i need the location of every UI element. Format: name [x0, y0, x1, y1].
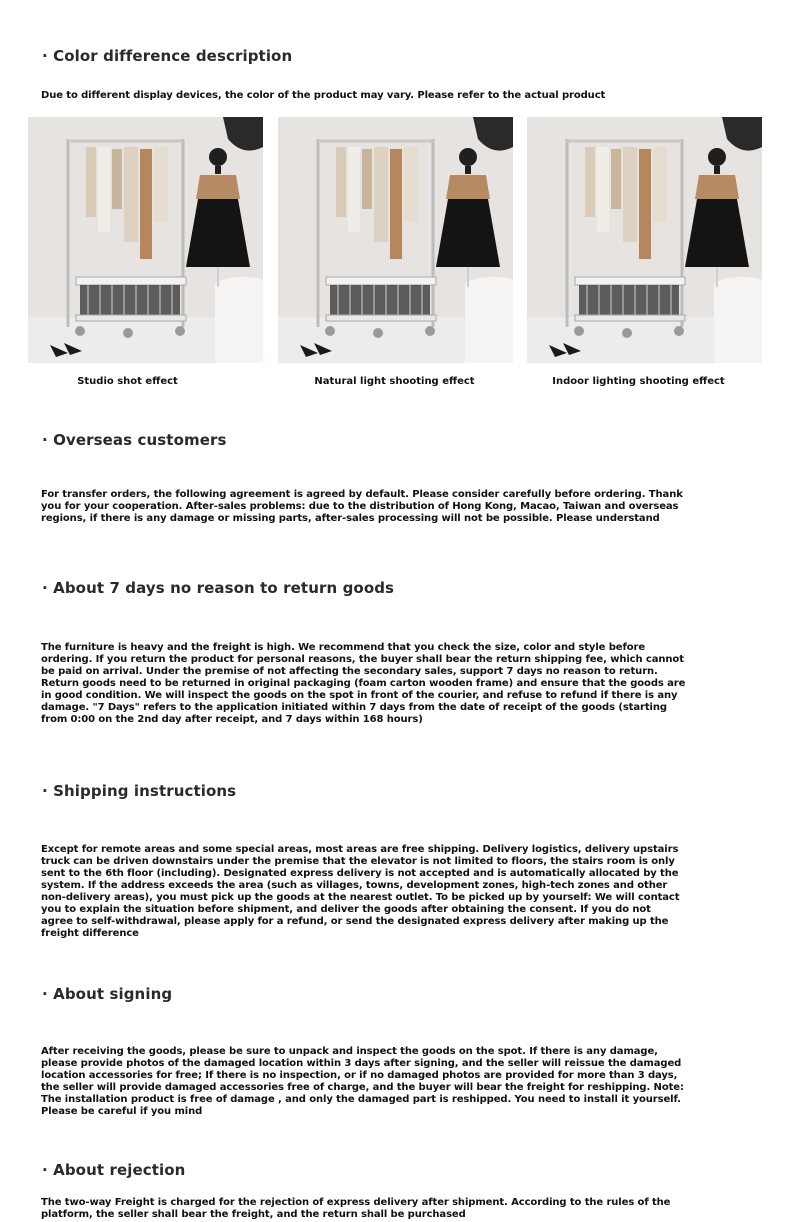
overseas-heading: · Overseas customers: [42, 431, 227, 449]
product-photo-studio: [28, 117, 263, 363]
clothes-rack-illustration: [28, 117, 263, 363]
caption-indoor-light: Indoor lighting shooting effect: [552, 376, 725, 387]
clothes-rack-illustration: [527, 117, 762, 363]
signing-heading: · About signing: [42, 985, 173, 1003]
clothes-rack-illustration: [278, 117, 513, 363]
returns-heading: · About 7 days no reason to return goods: [42, 579, 395, 597]
rejection-heading: · About rejection: [42, 1161, 186, 1179]
signing-text: After receiving the goods, please be sure to unpack and inspect the goods on the spot. If there is any damage, please provide photos of the damaged location within 3 days after signing, and the seller will reissue the damaged location accessories for free; If there is no inspection, or if no damaged photos are provided for more than 3 days, the seller will provide damaged accessories free of charge, and the buyer will bear the freight for reshipping. Note: The installation product is free of damage , and only the damaged part is reshipped. You need to install it yourself. Please be careful if you mind: [41, 1046, 684, 1117]
returns-text: The furniture is heavy and the freight is high. We recommend that you check the size, color and style before ordering. If you return the product for personal reasons, the buyer shall bear the return shipping fee, which cannot be paid on arrival. Under the premise of not affecting the secondary sales, support 7 days no reason to return. Return goods need to be returned in original packaging (foam carton wooden frame) and ensure that the goods are in good condition. We will inspect the goods on the spot in front of the courier, and refuse to refund if there is any damage. "7 Days" refers to the application initiated within 7 days from the date of receipt of the goods (starting from 0:00 on the 2nd day after receipt, and 7 days within 168 hours): [41, 642, 686, 725]
caption-studio: Studio shot effect: [77, 376, 178, 387]
color-difference-heading: · Color difference description: [42, 47, 293, 65]
overseas-text: For transfer orders, the following agreement is agreed by default. Please consider carefully before ordering. Thank you for your cooperation. After-sales problems: due to the distribution of Hong Kong, Macao, Taiwan and overseas regions, if there is any damage or missing parts, after-sales processing will not be possible. Please understand: [41, 489, 683, 524]
shipping-text: Except for remote areas and some special areas, most areas are free shipping. Delivery logistics, delivery upstairs truck can be driven downstairs under the premise that the elevator is not limited to floors, the stairs room is only sent to the 6th floor (including). Designated express delivery is not accepted and is automatically allocated by the system. If the address exceeds the area (such as villages, towns, development zones, high-tech zones and other non-delivery areas), you must pick up the goods at the nearest outlet. To be picked up by yourself: We will contact you to explain the situation before shipment, and deliver the goods after obtaining the consent. If you do not agree to self-withdrawal, please apply for a refund, or send the designated express delivery after making up the freight difference: [41, 844, 680, 939]
shipping-heading: · Shipping instructions: [42, 782, 237, 800]
color-difference-text: Due to different display devices, the color of the product may vary. Please refer to the actual product: [41, 90, 606, 101]
product-photo-indoor-light: [527, 117, 762, 363]
product-photo-natural-light: [278, 117, 513, 363]
rejection-text: The two-way Freight is charged for the rejection of express delivery after shipment. According to the rules of the platform, the seller shall bear the freight, and the return shall be purchased: [41, 1197, 671, 1220]
caption-natural-light: Natural light shooting effect: [314, 376, 475, 387]
